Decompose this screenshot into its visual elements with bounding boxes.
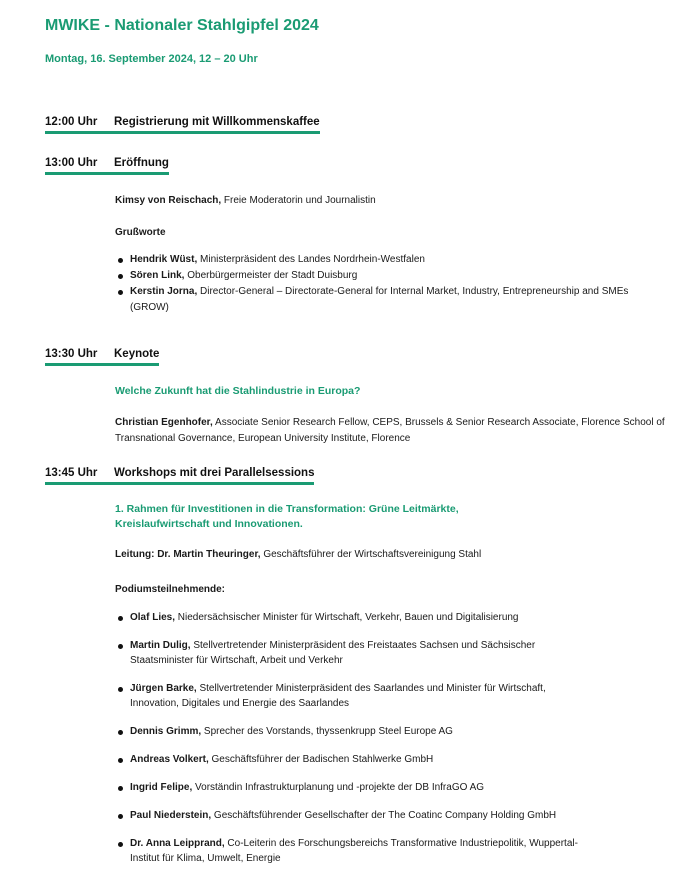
bullet-icon: [118, 616, 123, 621]
moderator-name: Kimsy von Reischach,: [115, 195, 222, 206]
list-item: Sören Link, Oberbürgermeister der Stadt Duisburg: [115, 268, 660, 284]
slot-time: 13:00 Uhr: [45, 157, 98, 169]
agenda-slot-opening: [45, 157, 169, 175]
lead-name: Leitung: Dr. Martin Theuringer,: [115, 549, 261, 560]
slot-title: Eröffnung: [114, 157, 169, 169]
slot-time: 13:30 Uhr: [45, 348, 98, 360]
slot-time: 12:00 Uhr: [45, 116, 98, 128]
list-item: Paul Niederstein, Geschäftsführender Gesellschafter der The Coatinc Company Holding GmbH: [115, 808, 590, 823]
agenda-slot-keynote: [45, 348, 159, 366]
list-item: Dennis Grimm, Sprecher des Vorstands, thyssenkrupp Steel Europe AG: [115, 724, 590, 739]
slot-title: Workshops mit drei Parallelsessions: [114, 467, 315, 479]
keynote-question: Welche Zukunft hat die Stahlindustrie in Europa?: [115, 385, 361, 397]
bullet-icon: [118, 274, 123, 279]
moderator-role: Freie Moderatorin und Journalistin: [221, 195, 376, 206]
workshop-session-title: 1. Rahmen für Investitionen in die Transformation: Grüne Leitmärkte, Kreislaufwirtschaft und Innovationen.: [115, 503, 459, 530]
bullet-icon: [118, 814, 123, 819]
panel-label: Podiumsteilnehmende:: [115, 584, 226, 595]
agenda-slot-registration: [45, 116, 320, 134]
slot-time: 13:45 Uhr: [45, 467, 98, 479]
list-item: Jürgen Barke, Stellvertretender Ministerpräsident des Saarlandes und Minister für Wirtschaft, Innovation, Digitales und Energie des Saarlandes: [115, 681, 590, 711]
bullet-icon: [118, 290, 123, 295]
keynote-speaker: [115, 415, 680, 447]
speaker-name: Christian Egenhofer,: [115, 417, 213, 428]
panelists-list: [115, 610, 590, 879]
bullet-icon: [118, 786, 123, 791]
bullet-icon: [118, 644, 123, 649]
list-item: Kerstin Jorna, Director-General – Directorate-General for Internal Market, Industry, Entrepreneurship and SMEs (GROW): [115, 284, 660, 316]
slot-title: Registrierung mit Willkommenskaffee: [114, 116, 320, 128]
event-date: Montag, 16. September 2024, 12 – 20 Uhr: [45, 53, 258, 65]
document-title: MWIKE - Nationaler Stahlgipfel 2024: [45, 17, 319, 34]
list-item: Hendrik Wüst, Ministerpräsident des Landes Nordrhein-Westfalen: [115, 252, 660, 268]
bullet-icon: [118, 758, 123, 763]
list-item: Ingrid Felipe, Vorständin Infrastrukturplanung und -projekte der DB InfraGO AG: [115, 780, 590, 795]
greetings-list: [115, 252, 660, 316]
speaker-role: Associate Senior Research Fellow, CEPS, Brussels & Senior Research Associate, Florence School of Transnational Governance, European University Institute, Florence: [115, 417, 665, 444]
bullet-icon: [118, 687, 123, 692]
lead-role: Geschäftsführer der Wirtschaftsvereinigung Stahl: [260, 549, 482, 560]
moderator-line: [115, 193, 376, 209]
workshop-lead: [115, 547, 481, 563]
agenda-slot-workshops: [45, 467, 314, 485]
list-item: Martin Dulig, Stellvertretender Ministerpräsident des Freistaates Sachsen und Sächsischer Staatsminister für Wirtschaft, Arbeit und Verkehr: [115, 638, 590, 668]
list-item: Andreas Volkert, Geschäftsführer der Badischen Stahlwerke GmbH: [115, 752, 590, 767]
bullet-icon: [118, 842, 123, 847]
list-item: Olaf Lies, Niedersächsischer Minister für Wirtschaft, Verkehr, Bauen und Digitalisierung: [115, 610, 590, 625]
slot-title: Keynote: [114, 348, 160, 360]
list-item: Dr. Anna Leipprand, Co-Leiterin des Forschungsbereichs Transformative Industriepolitik, Wuppertal-Institut für Klima, Umwelt, Energie: [115, 836, 590, 866]
bullet-icon: [118, 730, 123, 735]
bullet-icon: [118, 258, 123, 263]
greetings-label: Grußworte: [115, 227, 166, 238]
